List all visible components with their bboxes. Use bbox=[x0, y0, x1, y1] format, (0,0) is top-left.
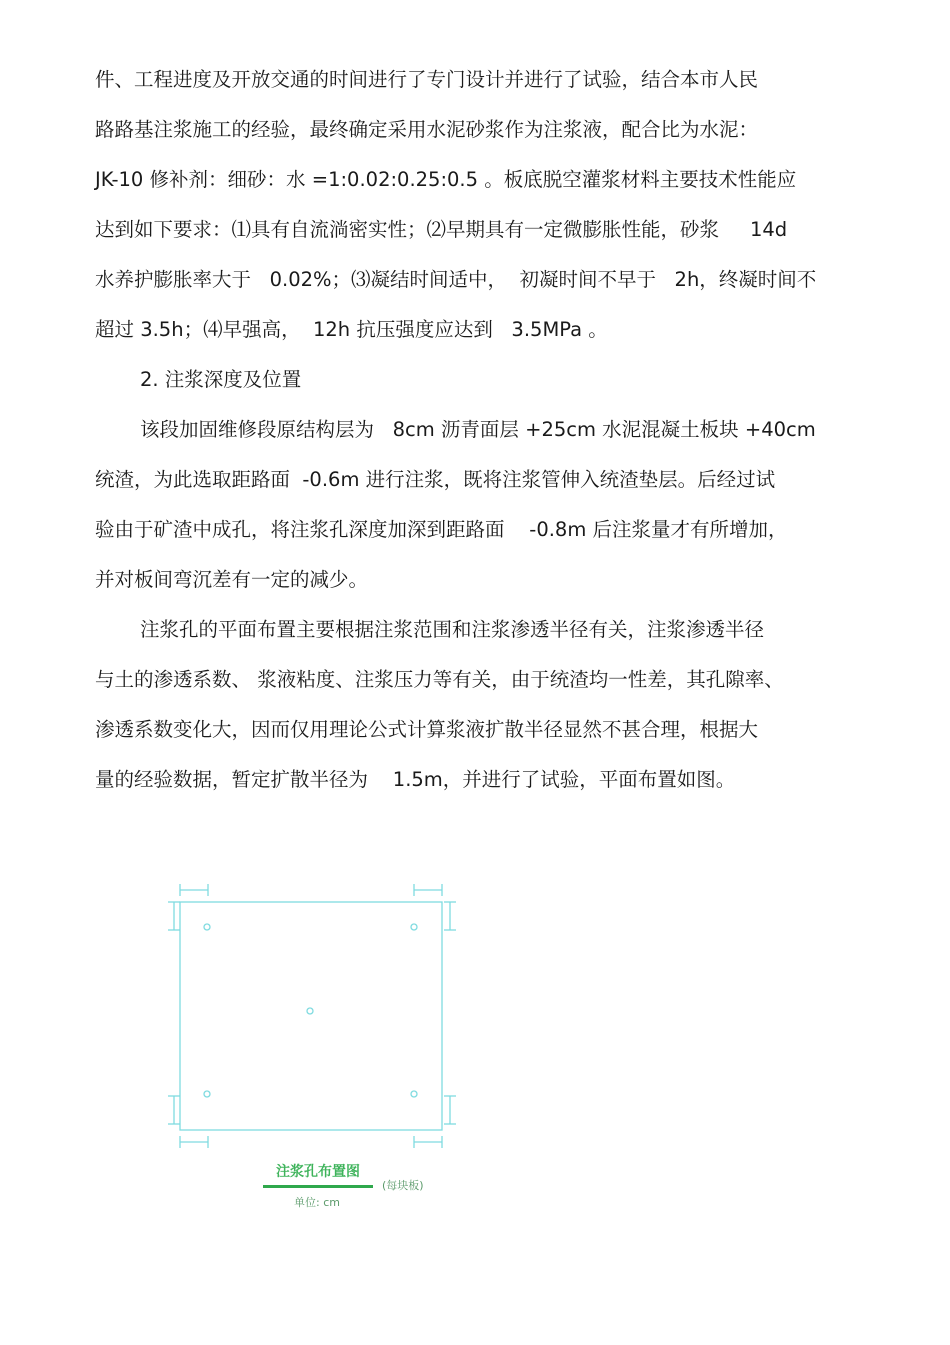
slab-outline bbox=[180, 902, 442, 1130]
figure-per-slab-note: (每块板) bbox=[382, 1179, 424, 1192]
figure-title-underline bbox=[263, 1185, 373, 1188]
figure-unit-label: 单位: cm bbox=[294, 1196, 340, 1209]
slab-plan-drawing bbox=[160, 876, 460, 1156]
paragraph-line: 注浆孔的平面布置主要根据注浆范围和注浆渗透半径有关，注浆渗透半径 bbox=[140, 618, 765, 641]
grout-hole-bottom-right bbox=[411, 1091, 417, 1097]
paragraph-line: 统渣，为此选取距路面 -0.6m 进行注浆，既将注浆管伸入统渣垫层。后经过试 bbox=[95, 468, 776, 491]
figure-title: 注浆孔布置图 bbox=[276, 1164, 360, 1180]
grout-hole-bottom-left bbox=[204, 1091, 210, 1097]
paragraph-line: 件、工程进度及开放交通的时间进行了专门设计并进行了试验，结合本市人民 bbox=[95, 68, 759, 91]
paragraph-line: 超过 3.5h；⑷早强高， 12h 抗压强度应达到 3.5MPa 。 bbox=[95, 318, 608, 341]
paragraph-line: 水养护膨胀率大于 0.02%；⑶凝结时间适中， 初凝时间不早于 2h，终凝时间不 bbox=[95, 268, 817, 291]
grout-hole-center bbox=[307, 1008, 313, 1014]
paragraph-line: 渗透系数变化大，因而仅用理论公式计算浆液扩散半径显然不甚合理，根据大 bbox=[95, 718, 759, 741]
grout-hole-top-right bbox=[411, 924, 417, 930]
paragraph-line: 并对板间弯沉差有一定的减少。 bbox=[95, 568, 369, 591]
paragraph-line: 达到如下要求：⑴具有自流淌密实性；⑵早期具有一定微膨胀性能，砂浆 14d bbox=[95, 218, 788, 241]
grout-hole-top-left bbox=[204, 924, 210, 930]
paragraph-line: JK-10 修补剂：细砂：水 =1:0.02:0.25:0.5 。板底脱空灌浆材料主要技术性能应 bbox=[95, 168, 797, 191]
paragraph-line: 2. 注浆深度及位置 bbox=[140, 368, 302, 391]
paragraph-line: 与土的渗透系数、 浆液粘度、注浆压力等有关，由于统渣均一性差，其孔隙率、 bbox=[95, 668, 784, 691]
paragraph-line: 量的经验数据，暂定扩散半径为 1.5m，并进行了试验，平面布置如图。 bbox=[95, 768, 736, 791]
paragraph-line: 该段加固维修段原结构层为 8cm 沥青面层 +25cm 水泥混凝土板块 +40cm bbox=[140, 418, 816, 441]
paragraph-line: 验由于矿渣中成孔，将注浆孔深度加深到距路面 -0.8m 后注浆量才有所增加， bbox=[95, 518, 788, 541]
paragraph-line: 路路基注浆施工的经验，最终确定采用水泥砂浆作为注浆液，配合比为水泥： bbox=[95, 118, 759, 141]
